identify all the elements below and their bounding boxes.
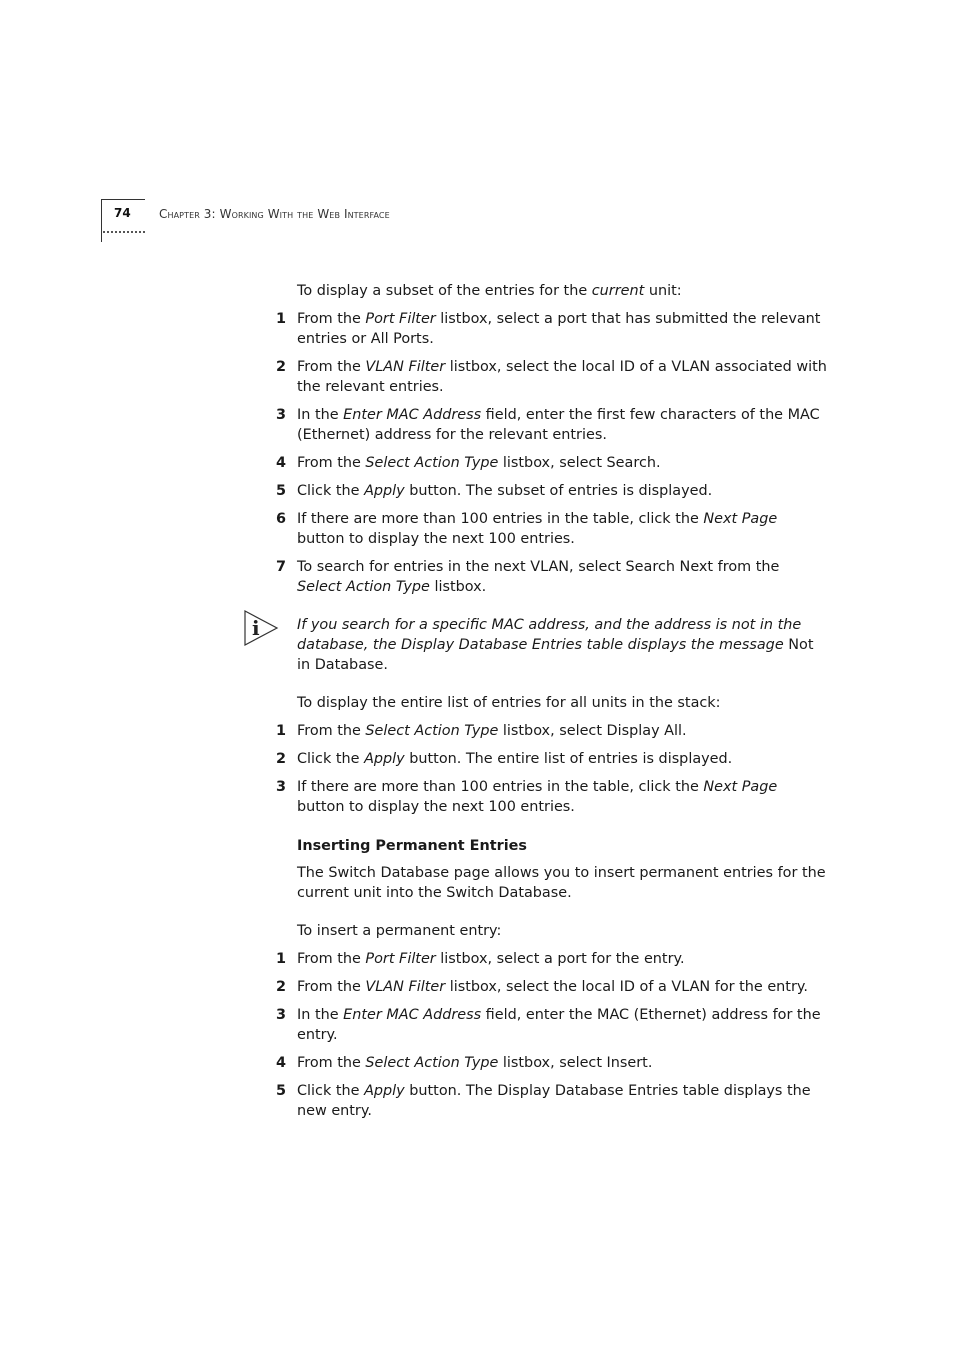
intro-text: To display a subset of the entries for the <box>297 283 592 299</box>
info-note <box>252 615 827 675</box>
step-emphasis: Select Action Type <box>297 579 430 595</box>
list-item <box>276 749 827 769</box>
step-emphasis: Port Filter <box>365 951 436 967</box>
step-number: 4 <box>276 1055 287 1071</box>
list-item <box>276 1081 827 1121</box>
step-text: Click the <box>297 751 365 767</box>
insert-intro: To insert a permanent entry: <box>297 923 502 939</box>
list-item <box>276 721 827 741</box>
header-dotted-rule <box>103 231 145 239</box>
step-text: From the <box>297 1055 366 1071</box>
page-content <box>252 281 827 1129</box>
step-emphasis: VLAN Filter <box>365 979 446 995</box>
step-number: 2 <box>276 979 287 995</box>
page-number: 74 <box>114 206 131 220</box>
step-emphasis: Apply <box>364 751 405 767</box>
list-item <box>276 777 827 817</box>
list-item <box>276 309 827 349</box>
step-text: listbox, select a port for the entry. <box>435 951 685 967</box>
step-number: 2 <box>276 359 287 375</box>
header-corner-rule <box>101 199 102 242</box>
step-emphasis: Port Filter <box>365 311 436 327</box>
step-text: From the <box>297 455 366 471</box>
chapter-title: Chapter 3: Working With the Web Interface <box>159 207 390 221</box>
step-emphasis: Select Action Type <box>365 1055 499 1071</box>
intro-text-end: unit: <box>644 283 682 299</box>
list-item <box>276 453 827 473</box>
step-text: field, enter the MAC (Ethernet) address for the entry. <box>297 1007 821 1043</box>
note-plain-text: Not in Database. <box>297 637 814 673</box>
subset-intro <box>297 281 827 301</box>
step-text: listbox. <box>429 579 487 595</box>
step-text: button. The entire list of entries is displayed. <box>404 751 733 767</box>
step-text: field, enter the first few characters of the MAC (Ethernet) address for the relevant entries. <box>297 407 820 443</box>
step-text: From the <box>297 723 366 739</box>
list-item <box>276 1053 827 1073</box>
step-emphasis: Apply <box>364 483 405 499</box>
step-number: 5 <box>276 1083 287 1099</box>
intro-emphasis: current <box>591 283 645 299</box>
step-text: From the <box>297 311 366 327</box>
step-text: Click the <box>297 1083 365 1099</box>
step-text: button to display the next 100 entries. <box>297 799 575 815</box>
step-text: To search for entries in the next VLAN, select Search Next from the <box>297 559 780 575</box>
step-text: button. The subset of entries is displayed. <box>404 483 713 499</box>
list-item <box>276 977 827 997</box>
step-emphasis: Enter MAC Address <box>343 1007 482 1023</box>
step-number: 3 <box>276 407 287 423</box>
step-text: From the <box>297 951 366 967</box>
step-number: 6 <box>276 511 287 527</box>
step-emphasis: Select Action Type <box>365 455 499 471</box>
list-item <box>276 357 827 397</box>
header-corner-rule-top <box>101 199 145 200</box>
step-number: 1 <box>276 951 287 967</box>
step-text: listbox, select Display All. <box>498 723 687 739</box>
section-heading: Inserting Permanent Entries <box>297 838 527 854</box>
step-number: 2 <box>276 751 287 767</box>
list-item <box>276 1005 827 1045</box>
display-all-intro: To display the entire list of entries for all units in the stack: <box>297 695 721 711</box>
list-item <box>276 509 827 549</box>
step-text: From the <box>297 359 366 375</box>
list-item <box>276 949 827 969</box>
step-number: 7 <box>276 559 287 575</box>
section-description: The Switch Database page allows you to insert permanent entries for the current unit into the Switch Database. <box>297 865 826 901</box>
step-text: button. The Display Database Entries table displays the new entry. <box>297 1083 811 1119</box>
step-text: listbox, select the local ID of a VLAN for the entry. <box>445 979 808 995</box>
step-emphasis: Apply <box>364 1083 405 1099</box>
list-item <box>276 405 827 445</box>
step-emphasis: Next Page <box>703 511 778 527</box>
step-text: Click the <box>297 483 365 499</box>
step-number: 1 <box>276 723 287 739</box>
step-emphasis: VLAN Filter <box>365 359 446 375</box>
step-text: button to display the next 100 entries. <box>297 531 575 547</box>
step-text: listbox, select Search. <box>498 455 661 471</box>
step-emphasis: Select Action Type <box>365 723 499 739</box>
list-item <box>276 557 827 597</box>
list-item <box>276 481 827 501</box>
step-text: If there are more than 100 entries in the table, click the <box>297 779 704 795</box>
info-icon <box>243 609 279 647</box>
step-number: 1 <box>276 311 287 327</box>
step-number: 3 <box>276 779 287 795</box>
step-text: From the <box>297 979 366 995</box>
step-text: listbox, select the local ID of a VLAN associated with the relevant entries. <box>297 359 827 395</box>
step-number: 5 <box>276 483 287 499</box>
step-text: listbox, select a port that has submitted the relevant entries or All Ports. <box>297 311 821 347</box>
step-text: If there are more than 100 entries in the table, click the <box>297 511 704 527</box>
step-text: listbox, select Insert. <box>498 1055 653 1071</box>
svg-text:i: i <box>252 616 260 640</box>
step-emphasis: Enter MAC Address <box>343 407 482 423</box>
step-number: 3 <box>276 1007 287 1023</box>
step-number: 4 <box>276 455 287 471</box>
step-text: In the <box>297 407 344 423</box>
step-emphasis: Next Page <box>703 779 778 795</box>
step-text: In the <box>297 1007 344 1023</box>
note-italic-text: If you search for a specific MAC address, and the address is not in the database, the Display Database Entries table displays the message <box>297 617 802 653</box>
